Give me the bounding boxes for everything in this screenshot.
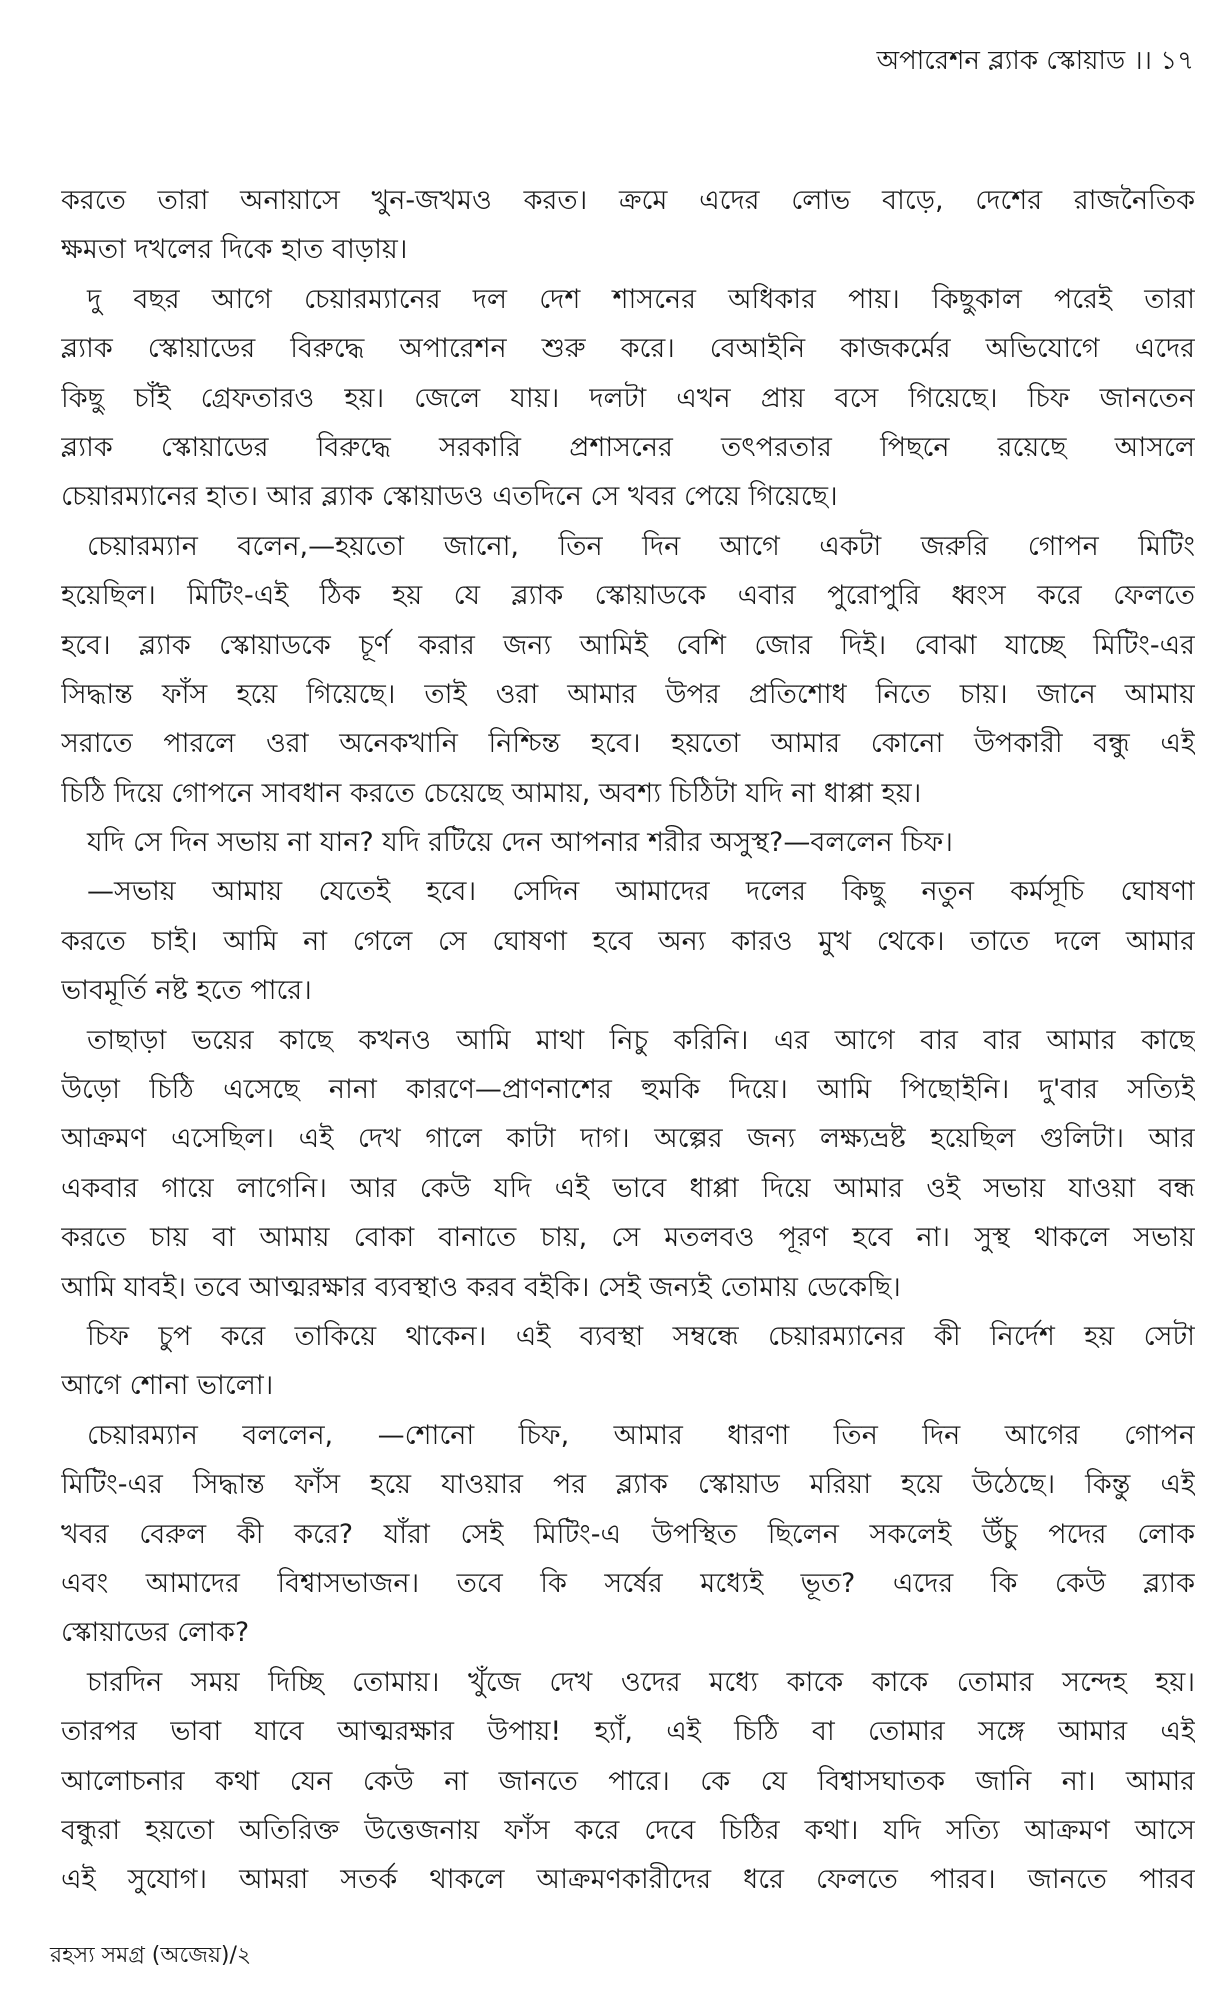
page-footer-signature: রহস্য সমগ্র (অজেয়)/২	[50, 1943, 252, 1968]
page-body-text	[61, 176, 1195, 1905]
text-line: উড়ো চিঠি এসেছে নানা কারণে—প্রাণনাশের হুমকি দিয়ে। আমি পিছোইনি। দু'বার সত্যিই	[61, 1074, 1195, 1106]
text-line: করতে চায় বা আমায় বোকা বানাতে চায়, সে মতলবও পূরণ হবে না। সুস্থ থাকলে সভায়	[61, 1222, 1195, 1254]
text-line: ব্ল্যাক স্কোয়াডের বিরুদ্ধে অপারেশন শুরু করে। বেআইনি কাজকর্মের অভিযোগে এদের	[61, 333, 1195, 365]
text-line: মিটিং-এর সিদ্ধান্ত ফাঁস হয়ে যাওয়ার পর ব্ল্যাক স্কোয়াড মরিয়া হয়ে উঠেছে। কিন্তু এই	[61, 1469, 1195, 1501]
text-line: এই সুযোগ। আমরা সতর্ক থাকলে আক্রমণকারীদের ধরে ফেলতে পারব। জানতে পারব	[61, 1864, 1195, 1896]
text-line: আলোচনার কথা যেন কেউ না জানতে পারে। কে যে বিশ্বাসঘাতক জানি না। আমার	[61, 1765, 1195, 1797]
text-line: আমি যাবই। তবে আত্মরক্ষার ব্যবস্থাও করব বইকি। সেই জন্যই তোমায় ডেকেছি।	[61, 1271, 901, 1303]
text-line: আক্রমণ এসেছিল। এই দেখ গালে কাটা দাগ। অল্পের জন্য লক্ষ্যভ্রষ্ট হয়েছিল গুলিটা। আর	[61, 1123, 1195, 1155]
text-line: তারপর ভাবা যাবে আত্মরক্ষার উপায়! হ্যাঁ, এই চিঠি বা তোমার সঙ্গে আমার এই	[61, 1716, 1195, 1748]
text-line: যদি সে দিন সভায় না যান? যদি রটিয়ে দেন আপনার শরীর অসুস্থ?—বললেন চিফ।	[87, 827, 953, 859]
text-line: করতে তারা অনায়াসে খুন-জখমও করত। ক্রমে এদের লোভ বাড়ে, দেশের রাজনৈতিক	[61, 185, 1195, 216]
text-line: চেয়ারম্যানের হাত। আর ব্ল্যাক স্কোয়াডও এতদিনে সে খবর পেয়ে গিয়েছে।	[61, 481, 838, 513]
text-line: দু বছর আগে চেয়ারম্যানের দল দেশ শাসনের অধিকার পায়। কিছুকাল পরেই তারা	[87, 283, 1195, 315]
text-line: খবর বেরুল কী করে? যাঁরা সেই মিটিং-এ উপস্থিত ছিলেন সকলেই উঁচু পদের লোক	[61, 1518, 1195, 1550]
text-line: চেয়ারম্যান বললেন, —শোনো চিফ, আমার ধারণা তিন দিন আগের গোপন	[87, 1419, 1195, 1451]
text-line: করতে চাই। আমি না গেলে সে ঘোষণা হবে অন্য কারও মুখ থেকে। তাতে দলে আমার	[61, 925, 1195, 957]
text-line: হয়েছিল। মিটিং-এই ঠিক হয় যে ব্ল্যাক স্কোয়াডকে এবার পুরোপুরি ধ্বংস করে ফেলতে	[61, 580, 1195, 612]
text-line: সরাতে পারলে ওরা অনেকখানি নিশ্চিন্ত হবে। হয়তো আমার কোনো উপকারী বন্ধু এই	[61, 728, 1195, 760]
text-line: কিছু চাঁই গ্রেফতারও হয়। জেলে যায়। দলটা এখন প্রায় বসে গিয়েছে। চিফ জানতেন	[61, 382, 1195, 414]
text-line: —সভায় আমায় যেতেই হবে। সেদিন আমাদের দলের কিছু নতুন কর্মসূচি ঘোষণা	[87, 876, 1195, 908]
text-line: চেয়ারম্যান বলেন,—হয়তো জানো, তিন দিন আগে একটা জরুরি গোপন মিটিং	[87, 530, 1195, 562]
running-header: অপারেশন ব্ল্যাক স্কোয়াড ।। ১৭	[876, 46, 1194, 76]
text-line: ব্ল্যাক স্কোয়াডের বিরুদ্ধে সরকারি প্রশাসনের তৎপরতার পিছনে রয়েছে আসলে	[61, 431, 1195, 463]
text-line: স্কোয়াডের লোক?	[61, 1617, 250, 1649]
text-line: একবার গায়ে লাগেনি। আর কেউ যদি এই ভাবে ধাপ্পা দিয়ে আমার ওই সভায় যাওয়া বন্ধ	[61, 1172, 1195, 1204]
text-line: ভাবমূর্তি নষ্ট হতে পারে।	[61, 975, 312, 1007]
text-line: বন্ধুরা হয়তো অতিরিক্ত উত্তেজনায় ফাঁস করে দেবে চিঠির কথা। যদি সত্যি আক্রমণ আসে	[61, 1814, 1195, 1846]
text-line: চারদিন সময় দিচ্ছি তোমায়। খুঁজে দেখ ওদের মধ্যে কাকে কাকে তোমার সন্দেহ হয়।	[87, 1666, 1195, 1698]
text-line: তাছাড়া ভয়ের কাছে কখনও আমি মাথা নিচু করিনি। এর আগে বার বার আমার কাছে	[87, 1024, 1195, 1056]
text-line: ক্ষমতা দখলের দিকে হাত বাড়ায়।	[61, 234, 408, 266]
text-line: এবং আমাদের বিশ্বাসভাজন। তবে কি সর্ষের মধ্যেই ভূত? এদের কি কেউ ব্ল্যাক	[61, 1567, 1195, 1599]
text-line: হবে। ব্ল্যাক স্কোয়াডকে চূর্ণ করার জন্য আমিই বেশি জোর দিই। বোঝা যাচ্ছে মিটিং-এর	[61, 629, 1195, 661]
text-line: সিদ্ধান্ত ফাঁস হয়ে গিয়েছে। তাই ওরা আমার উপর প্রতিশোধ নিতে চায়। জানে আমায়	[61, 678, 1195, 710]
text-line: আগে শোনা ভালো।	[61, 1370, 274, 1402]
text-line: চিফ চুপ করে তাকিয়ে থাকেন। এই ব্যবস্থা সম্বন্ধে চেয়ারম্যানের কী নির্দেশ হয় সেটা	[87, 1320, 1195, 1352]
text-line: চিঠি দিয়ে গোপনে সাবধান করতে চেয়েছে আমায়, অবশ্য চিঠিটা যদি না ধাপ্পা হয়।	[61, 777, 922, 809]
